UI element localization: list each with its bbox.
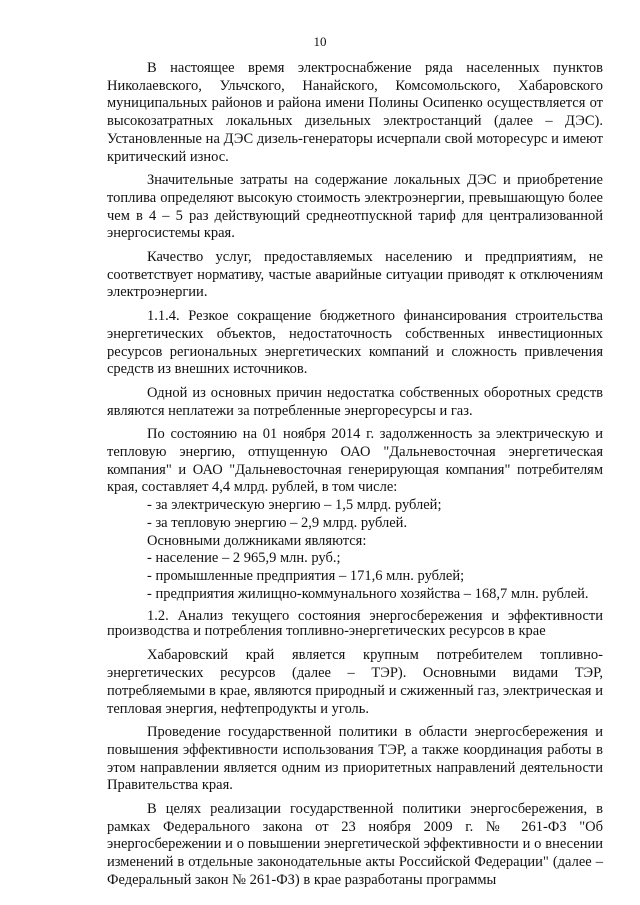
paragraph-des-supply: В настоящее время электроснабжение ряда населенных пунктов Николаевского, Ульчского, Нанайского, Комсомольского, Хабаровского муниципальных районов и района имени Полины Осипенко осуществляется от высокозатратных локальных дизельных электростанций (далее – ДЭС). Установленные на ДЭС дизель-генераторы исчерпали свой моторесурс и имеют критический износ. bbox=[107, 60, 603, 165]
document-body bbox=[107, 60, 603, 890]
paragraph-1-1-4: 1.1.4. Резкое сокращение бюджетного финансирования строительства энергетических объектов, недостаточность собственных инвестиционных ресурсов региональных энергетических компаний и сложность привлечения средств из внешних источников. bbox=[107, 308, 603, 378]
paragraph-state-policy: Проведение государственной политики в области энергосбережения и повышения эффективности использования ТЭР, а также координация работы в этом направлении является одним из приоритетных направлений деятельности Правительства края. bbox=[107, 724, 603, 794]
list-item: - за электрическую энергию – 1,5 млрд. рублей; bbox=[147, 497, 442, 514]
paragraph-des-costs: Значительные затраты на содержание локальных ДЭС и приобретение топлива определяют высокую стоимость электроэнергии, превышающую более чем в 4 – 5 раз действующий среднеотпускной тариф для централизованной энергосистемы края. bbox=[107, 172, 603, 242]
page-number: 10 bbox=[313, 34, 327, 49]
debt-breakdown-list bbox=[107, 497, 603, 603]
paragraph-federal-law: В целях реализации государственной политики энергосбережения, в рамках Федерального закона от 23 ноября 2009 г. № 261-ФЗ "Об энергосбережении и о повышении энергетической эффективности и о внесении изменений в отдельные законодательные акты Российской Федерации" (далее – Федеральный закон № 261-ФЗ) в крае разработаны программы bbox=[107, 801, 603, 888]
list-item: - население – 2 965,9 млн. руб.; bbox=[147, 550, 341, 567]
list-item: - предприятия жилищно-коммунального хозяйства – 168,7 млн. рублей. bbox=[147, 585, 589, 602]
list-item: - за тепловую энергию – 2,9 млрд. рублей. bbox=[147, 514, 408, 531]
paragraph-service-quality: Качество услуг, предоставляемых населению и предприятиям, не соответствует нормативу, частые аварийные ситуации приводят к отключениям электроэнергии. bbox=[107, 249, 603, 301]
paragraph-debt-status: По состоянию на 01 ноября 2014 г. задолженность за электрическую и тепловую энергию, отпущенную ОАО "Дальневосточная энергетическая компания" и ОАО "Дальневосточная генерирующая компания" потребителям края, составляет 4,4 млрд. рублей, в том числе: bbox=[107, 426, 603, 496]
section-heading-1-2: 1.2. Анализ текущего состояния энергосбережения и эффективности производства и потребления топливно-энергетических ресурсов в крае bbox=[107, 608, 603, 640]
debtors-lead: Основными должниками являются: bbox=[147, 532, 367, 549]
list-item: - промышленные предприятия – 171,6 млн. рублей; bbox=[147, 567, 465, 584]
paragraph-ter-consumer: Хабаровский край является крупным потребителем топливно-энергетических ресурсов (далее – ТЭР). Основными видами ТЭР, потребляемыми в крае, являются природный и сжиженный газ, электрическая и тепловая энергия, нефтепродукты и уголь. bbox=[107, 647, 603, 717]
paragraph-non-payments: Одной из основных причин недостатка собственных оборотных средств являются неплатежи за потребленные энергоресурсы и газ. bbox=[107, 384, 603, 419]
